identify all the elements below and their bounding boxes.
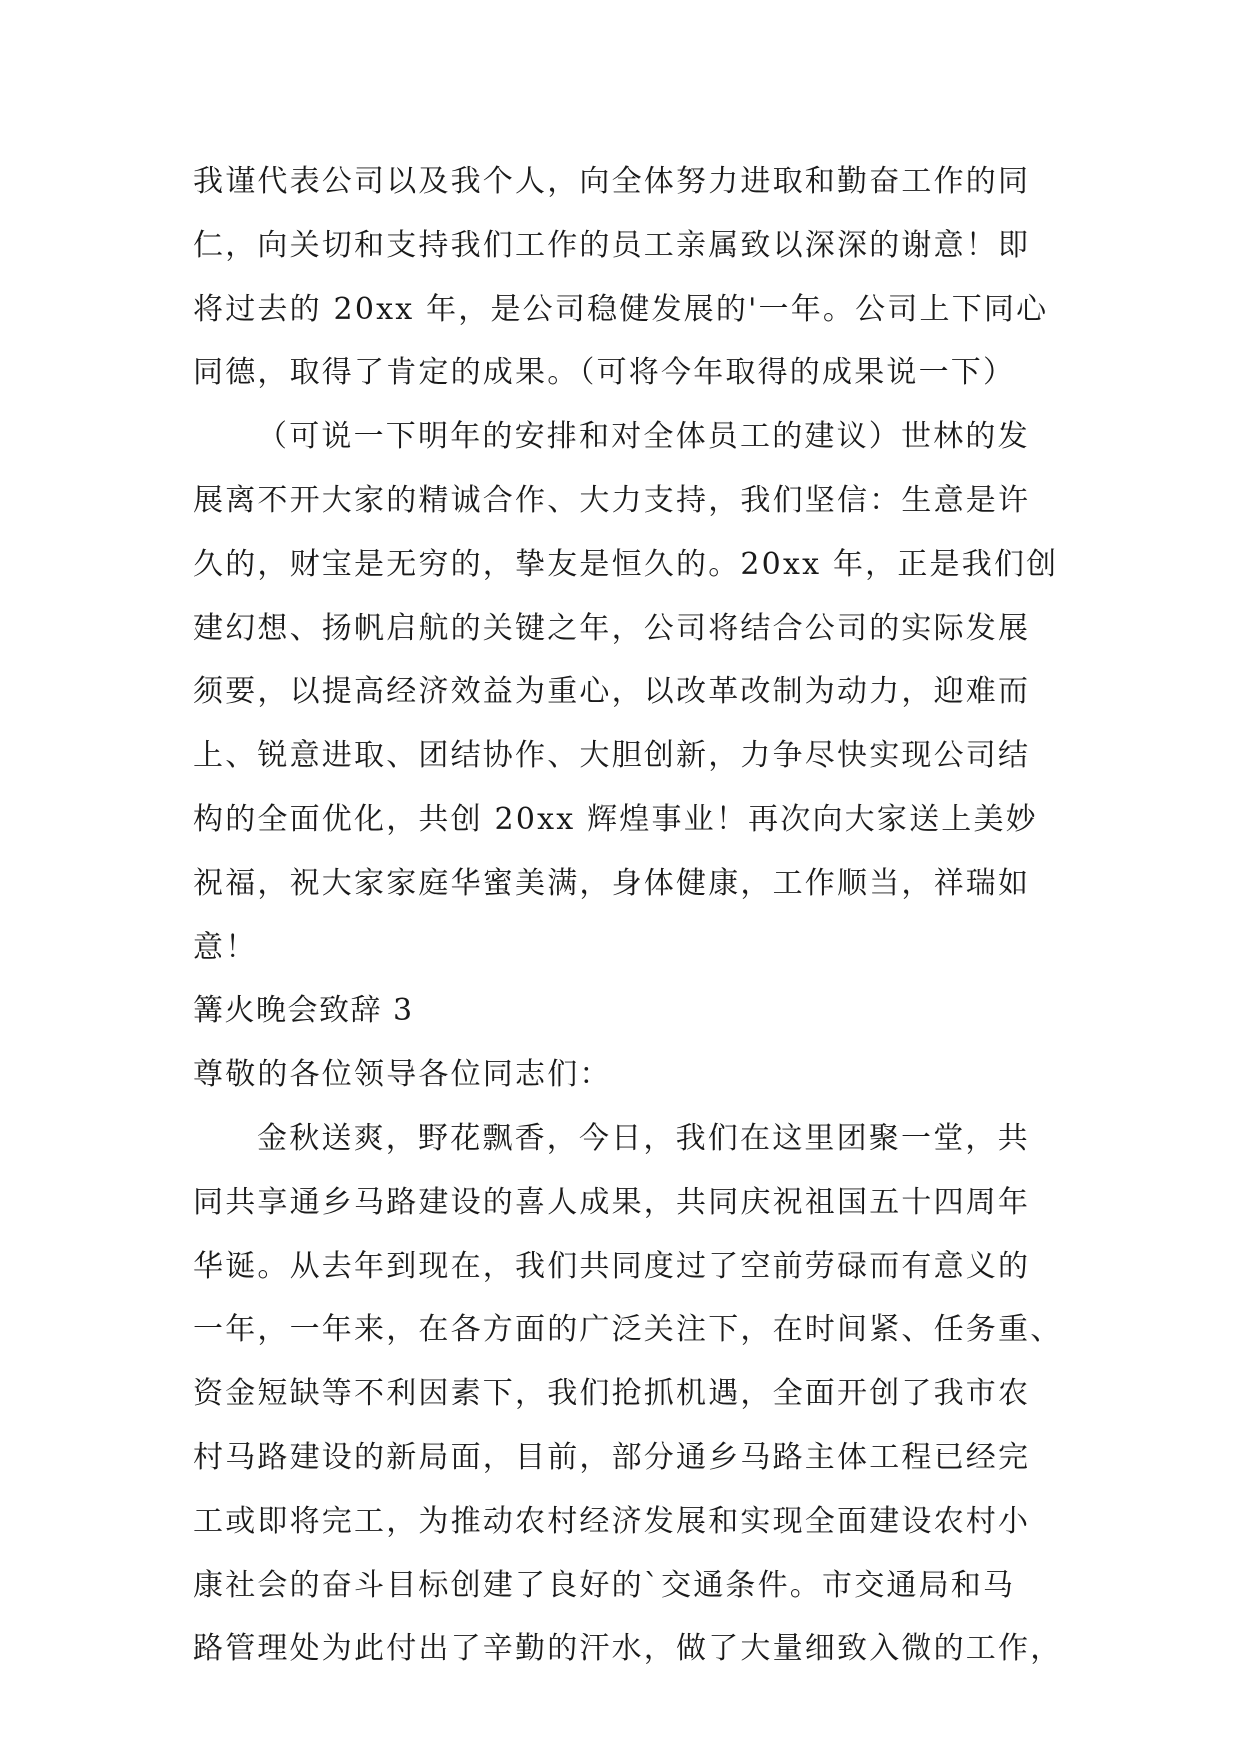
paragraph-speech [193, 1107, 1063, 1681]
text-line: 一年，一年来，在各方面的广泛关注下，在时间紧、任务重、 [193, 1312, 1063, 1348]
document-page [193, 150, 1063, 1681]
text-line: 展离不开大家的精诚合作、大力支持，我们坚信：生意是许 [193, 482, 1031, 518]
paragraph-outlook [193, 405, 1059, 979]
text-line: 意！ [193, 929, 258, 965]
text-line: 村马路建设的新局面，目前，部分通乡马路主体工程已经完 [193, 1439, 1031, 1475]
text-line: 路管理处为此付出了辛勤的汗水，做了大量细致入微的工作， [193, 1631, 1063, 1667]
text-line: 久的，财宝是无穷的，挚友是恒久的。20xx 年，正是我们创 [193, 546, 1059, 582]
text-line: 金秋送爽，野花飘香，今日，我们在这里团聚一堂，共 [257, 1120, 1030, 1156]
text-line: 建幻想、扬帆启航的关键之年，公司将结合公司的实际发展 [193, 610, 1031, 646]
text-line: 须要，以提高经济效益为重心，以改革改制为动力，迎难而 [193, 674, 1031, 710]
text-line: 我谨代表公司以及我个人，向全体努力进取和勤奋工作的同 [193, 164, 1031, 199]
text-line: 工或即将完工，为推动农村经济发展和实现全面建设农村小 [193, 1503, 1031, 1539]
text-line: 将过去的 20xx 年，是公司稳健发展的'一年。公司上下同心 [193, 291, 1049, 327]
text-line: 同共享通乡马路建设的喜人成果，共同庆祝祖国五十四周年 [193, 1184, 1031, 1220]
paragraph-thanks [193, 150, 1053, 405]
text-line: 资金短缺等不利因素下，我们抢抓机遇，全面开创了我市农 [193, 1376, 1031, 1412]
text-line: 上、锐意进取、团结协作、大胆创新，力争尽快实现公司结 [193, 738, 1031, 774]
salutation: 尊敬的各位领导各位同志们： [193, 1057, 612, 1093]
section-heading: 篝火晚会致辞 3 [193, 993, 414, 1029]
text-line: 康社会的奋斗目标创建了良好的`交通条件。市交通局和马 [193, 1567, 1016, 1603]
text-line: （可说一下明年的安排和对全体员工的建议）世林的发 [257, 419, 1030, 455]
text-line: 祝福，祝大家家庭华蜜美满，身体健康，工作顺当，祥瑞如 [193, 865, 1031, 901]
text-line: 构的全面优化，共创 20xx 辉煌事业！再次向大家送上美妙 [193, 801, 1038, 837]
text-line: 华诞。从去年到现在，我们共同度过了空前劳碌而有意义的 [193, 1248, 1031, 1284]
text-line: 仁，向关切和支持我们工作的员工亲属致以深深的谢意！即 [193, 227, 1031, 263]
text-line: 同德，取得了肯定的成果。（可将今年取得的成果说一下） [193, 355, 1016, 391]
